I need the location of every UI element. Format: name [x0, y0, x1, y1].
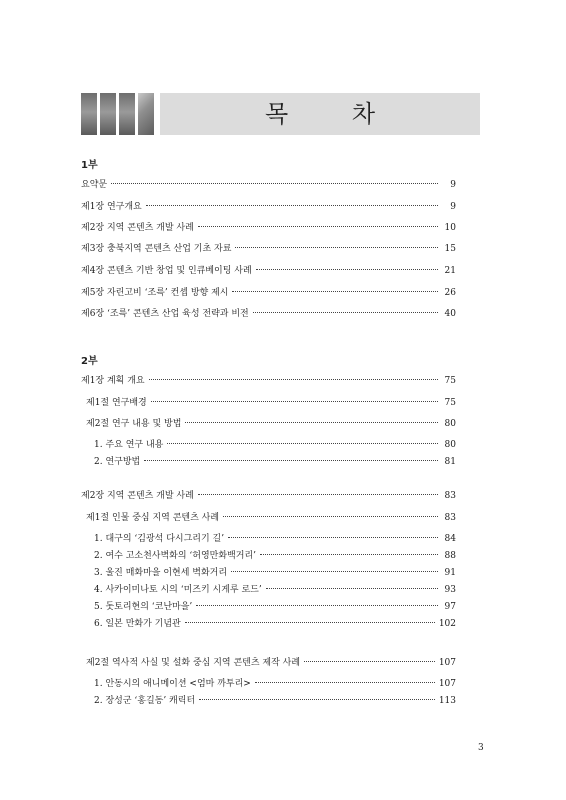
- toc-entry[interactable]: [81, 489, 456, 503]
- page-number: 3: [478, 743, 484, 753]
- stripe-3: [119, 93, 135, 135]
- toc-entry-label: 제2장 지역 콘텐츠 개발 사례: [81, 223, 194, 233]
- toc-header: [81, 93, 480, 135]
- toc-entry-label: 제1절 인물 중심 지역 콘텐츠 사례: [86, 513, 220, 523]
- toc-entry-label: 1. 안동시의 애니메이션 <엄마 까투리>: [94, 679, 251, 689]
- toc-entry-page: 83: [444, 513, 456, 523]
- dot-leader: [260, 554, 438, 555]
- toc-entry[interactable]: [94, 617, 456, 631]
- dot-leader: [253, 312, 438, 313]
- toc-entry[interactable]: [81, 200, 456, 214]
- stripe-2: [100, 93, 116, 135]
- toc-entry-page: 80: [444, 440, 456, 450]
- toc-entry-label: 제2절 연구 내용 및 방법: [86, 419, 182, 429]
- toc-entry[interactable]: [94, 583, 456, 597]
- toc-entry[interactable]: [81, 286, 456, 300]
- dot-leader: [167, 443, 438, 444]
- part1-heading: 1부: [81, 160, 98, 171]
- toc-entry[interactable]: [94, 600, 456, 614]
- toc-entry-page: 107: [438, 658, 456, 668]
- dot-leader: [196, 605, 438, 606]
- toc-entry[interactable]: [86, 656, 456, 670]
- toc-entry[interactable]: [81, 264, 456, 278]
- toc-entry[interactable]: [94, 694, 456, 708]
- stripe-1: [81, 93, 97, 135]
- toc-entry-label: 2. 장성군 ‘홍길동’ 캐릭터: [94, 696, 196, 706]
- toc-entry-label: 제1절 연구배경: [86, 398, 147, 408]
- toc-entry-label: 제1장 계획 개요: [81, 376, 145, 386]
- title-box: [160, 93, 480, 135]
- toc-entry-page: 91: [444, 568, 456, 578]
- toc-entry-page: 21: [444, 266, 456, 276]
- dot-leader: [144, 460, 438, 461]
- toc-entry-page: 9: [450, 202, 456, 212]
- toc-entry[interactable]: [94, 677, 456, 691]
- toc-entry[interactable]: [81, 242, 456, 256]
- toc-entry-label: 제3장 충북지역 콘텐츠 산업 기초 자료: [81, 244, 232, 254]
- toc-entry-label: 요약문: [81, 180, 108, 190]
- toc-entry-label: 1. 주요 연구 내용: [94, 440, 164, 450]
- dot-leader: [231, 571, 438, 572]
- toc-entry-label: 제2절 역사적 사실 및 설화 중심 지역 콘텐츠 제작 사례: [86, 658, 301, 668]
- dot-leader: [149, 379, 438, 380]
- toc-entry-page: 113: [438, 696, 456, 706]
- toc-entry[interactable]: [86, 511, 456, 525]
- toc-entry-page: 83: [444, 491, 456, 501]
- dot-leader: [223, 516, 438, 517]
- toc-entry-page: 81: [444, 457, 456, 467]
- toc-entry-page: 9: [450, 180, 456, 190]
- toc-entry[interactable]: [94, 532, 456, 546]
- dot-leader: [256, 269, 438, 270]
- toc-entry-label: 5. 돗토리현의 ‘코난마을’: [94, 602, 193, 612]
- toc-entry[interactable]: [94, 438, 456, 452]
- dot-leader: [185, 622, 435, 623]
- dot-leader: [255, 682, 435, 683]
- dot-leader: [304, 661, 435, 662]
- toc-entry-page: 93: [444, 585, 456, 595]
- toc-entry-label: 제6장 ‘조륵’ 콘텐츠 산업 육성 전략과 비전: [81, 309, 249, 319]
- toc-entry-label: 제5장 자린고비 ‘조륵’ 컨셉 방향 제시: [81, 288, 229, 298]
- toc-entry-label: 1. 대구의 ‘김광석 다시그리기 길’: [94, 534, 225, 544]
- toc-entry-page: 40: [444, 309, 456, 319]
- toc-entry-page: 88: [444, 551, 456, 561]
- toc-entry-page: 75: [444, 376, 456, 386]
- toc-entry-page: 15: [444, 244, 456, 254]
- dot-leader: [199, 699, 435, 700]
- toc-entry-label: 6. 일본 만화가 기념관: [94, 619, 181, 629]
- toc-entry[interactable]: [94, 549, 456, 563]
- part2-heading: 2부: [81, 356, 98, 367]
- toc-entry-page: 75: [444, 398, 456, 408]
- toc-entry[interactable]: [86, 396, 456, 410]
- toc-entry-label: 제1장 연구개요: [81, 202, 142, 212]
- toc-entry-page: 97: [444, 602, 456, 612]
- stripe-4: [138, 93, 154, 135]
- toc-entry[interactable]: [81, 374, 456, 388]
- dot-leader: [232, 291, 438, 292]
- toc-entry-label: 2. 여수 고소천사벽화의 ‘허영만화백거리’: [94, 551, 256, 561]
- toc-entry-page: 80: [444, 419, 456, 429]
- toc-entry-page: 107: [438, 679, 456, 689]
- toc-entry-page: 26: [444, 288, 456, 298]
- toc-entry-page: 102: [438, 619, 456, 629]
- toc-entry-label: 4. 사카이미나토 시의 ‘미즈키 시게루 로드’: [94, 585, 262, 595]
- toc-entry[interactable]: [94, 455, 456, 469]
- toc-entry[interactable]: [81, 221, 456, 235]
- toc-entry-label: 3. 울진 매화마을 이현세 벽화거리: [94, 568, 228, 578]
- decorative-stripes: [81, 93, 154, 135]
- dot-leader: [185, 422, 438, 423]
- toc-entry[interactable]: [81, 307, 456, 321]
- toc-entry-page: 10: [444, 223, 456, 233]
- toc-entry[interactable]: [94, 566, 456, 580]
- toc-entry-label: 2. 연구방법: [94, 457, 141, 467]
- dot-leader: [266, 588, 438, 589]
- dot-leader: [151, 401, 438, 402]
- dot-leader: [198, 226, 438, 227]
- toc-entry-page: 84: [444, 534, 456, 544]
- toc-entry[interactable]: [81, 178, 456, 192]
- dot-leader: [235, 247, 438, 248]
- dot-leader: [228, 537, 438, 538]
- dot-leader: [146, 205, 438, 206]
- page-title: 목 차: [265, 100, 403, 128]
- dot-leader: [111, 183, 438, 184]
- toc-entry-label: 제2장 지역 콘텐츠 개발 사례: [81, 491, 194, 501]
- toc-entry[interactable]: [86, 417, 456, 431]
- dot-leader: [198, 494, 438, 495]
- toc-entry-label: 제4장 콘텐츠 기반 창업 및 인큐베이팅 사례: [81, 266, 252, 276]
